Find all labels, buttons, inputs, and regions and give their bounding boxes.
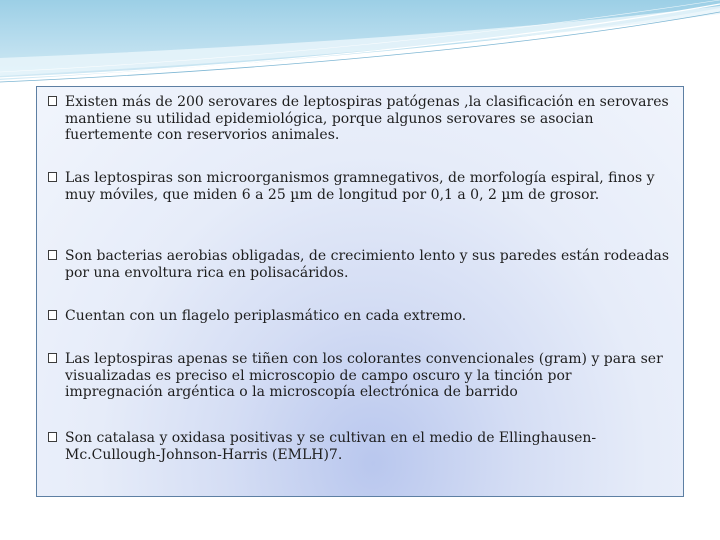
square-bullet-icon (48, 432, 57, 442)
square-bullet-icon (48, 172, 57, 182)
bullet-item (47, 248, 673, 281)
bullet-item (47, 94, 673, 144)
bullet-item (47, 170, 673, 203)
bullet-item (47, 351, 673, 401)
bullet-text: Existen más de 200 serovares de leptospiras patógenas ,la clasificación en serovares mantiene su utilidad epidemiológica, porque algunos serovares se asocian fuertemente con reservorios animales. (65, 94, 669, 143)
bullet-text: Las leptospiras apenas se tiñen con los colorantes convencionales (gram) y para ser visualizadas es preciso el microscopio de campo oscuro y la tinción por impregnación argéntica o la microscopía electrónica de barrido (65, 351, 663, 400)
square-bullet-icon (48, 250, 57, 260)
content-box (36, 86, 684, 497)
bullet-text: Son catalasa y oxidasa positivas y se cultivan en el medio de Ellinghausen-Mc.Cullough-Johnson-Harris (EMLH)7. (65, 430, 597, 463)
bullet-text: Son bacterias aerobias obligadas, de crecimiento lento y sus paredes están rodeadas por una envoltura rica en polisacáridos. (65, 248, 670, 281)
bullet-text: Las leptospiras son microorganismos gramnegativos, de morfología espiral, finos y muy móviles, que miden 6 a 25 µm de longitud por 0,1 a 0, 2 µm de grosor. (65, 170, 655, 203)
square-bullet-icon (48, 96, 57, 106)
bullet-item (47, 308, 673, 325)
bullet-text: Cuentan con un flagelo periplasmático en cada extremo. (65, 308, 467, 324)
header-wave-decoration (0, 0, 720, 90)
square-bullet-icon (48, 310, 57, 320)
bullet-item (47, 430, 673, 463)
square-bullet-icon (48, 353, 57, 363)
